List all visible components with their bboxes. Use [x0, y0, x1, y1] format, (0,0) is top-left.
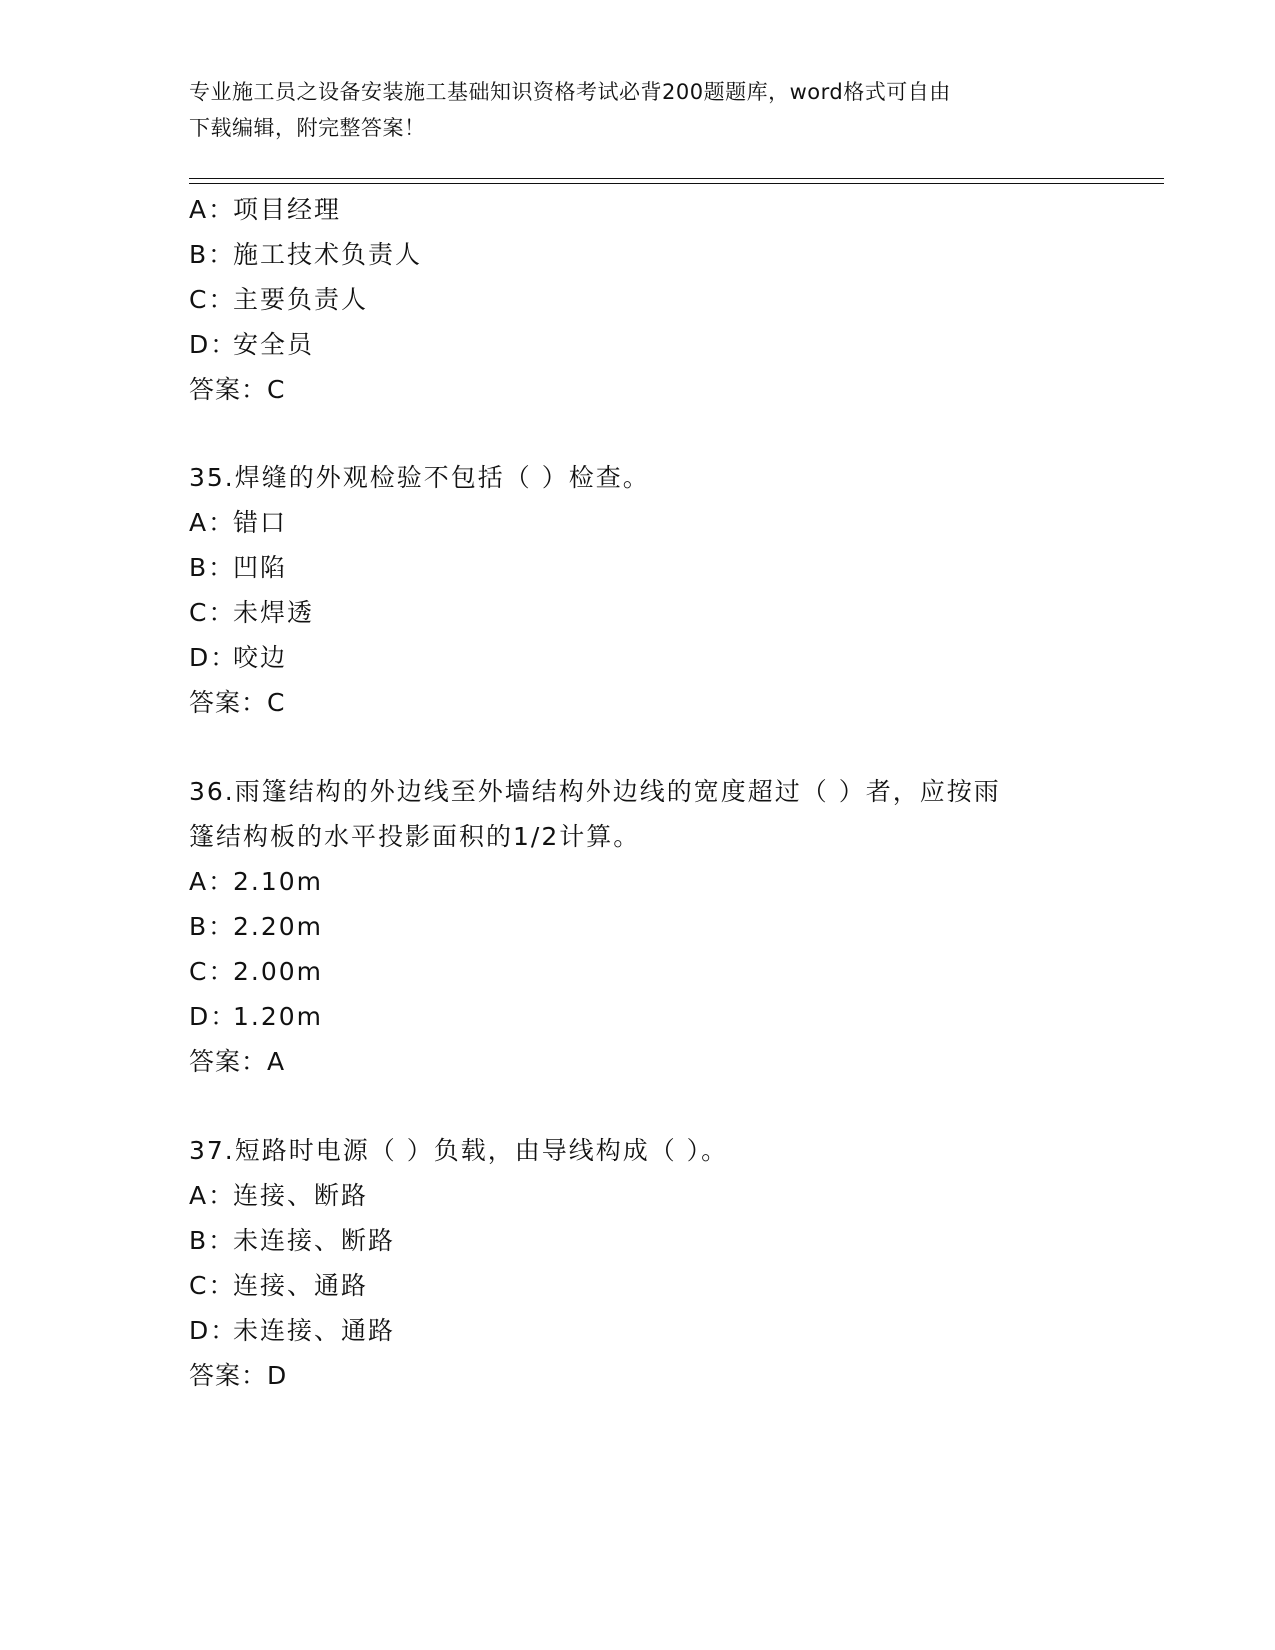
- question-34-option-a: [189, 190, 341, 226]
- question-36-option-d: [189, 997, 323, 1033]
- option-label: D：: [189, 1002, 238, 1031]
- option-text: 1.20m: [233, 1002, 324, 1031]
- question-34-option-d: [189, 325, 314, 361]
- header-line-2: 下载编辑，附完整答案！: [189, 116, 426, 140]
- option-label: D：: [189, 1316, 238, 1345]
- question-35-option-c: [189, 593, 314, 629]
- question-36-stem-line-1: 36.雨篷结构的外边线至外墙结构外边线的宽度超过（ ）者，应按雨: [189, 777, 1001, 806]
- header-divider-bottom: [189, 183, 1164, 184]
- option-text: 未连接、断路: [233, 1226, 396, 1255]
- header-line-1: 专业施工员之设备安装施工基础知识资格考试必背200题题库，word格式可自由: [189, 80, 951, 104]
- option-label: C：: [189, 1271, 236, 1300]
- option-label: A：: [189, 195, 236, 224]
- option-text: 咬边: [233, 643, 288, 672]
- option-label: D：: [189, 643, 238, 672]
- option-label: B：: [189, 553, 236, 582]
- option-label: A：: [189, 867, 236, 896]
- question-36-answer: 答案：A: [189, 1047, 286, 1076]
- option-label: C：: [189, 598, 236, 627]
- option-text: 施工技术负责人: [233, 240, 423, 269]
- question-35-option-b: [189, 548, 287, 584]
- option-text: 项目经理: [233, 195, 342, 224]
- question-34-answer: 答案：C: [189, 375, 286, 404]
- question-37-option-b: [189, 1221, 395, 1257]
- question-37-option-d: [189, 1311, 395, 1347]
- question-35-option-d: [189, 638, 287, 674]
- question-37-option-a: [189, 1176, 368, 1212]
- option-text: 凹陷: [233, 553, 288, 582]
- question-36-stem-line-2: 篷结构板的水平投影面积的1/2计算。: [189, 822, 641, 851]
- header-divider-top: [189, 178, 1164, 179]
- option-text: 未焊透: [233, 598, 315, 627]
- option-text: 连接、断路: [233, 1181, 369, 1210]
- option-label: A：: [189, 508, 236, 537]
- question-34-option-b: [189, 235, 422, 271]
- option-text: 连接、通路: [233, 1271, 369, 1300]
- question-37-stem: 37.短路时电源（ ）负载，由导线构成（ ）。: [189, 1136, 729, 1165]
- option-text: 2.10m: [233, 867, 324, 896]
- option-text: 2.20m: [233, 912, 324, 941]
- option-text: 安全员: [233, 330, 315, 359]
- option-text: 未连接、通路: [233, 1316, 396, 1345]
- option-label: A：: [189, 1181, 236, 1210]
- option-label: B：: [189, 1226, 236, 1255]
- option-label: B：: [189, 912, 236, 941]
- question-36-option-c: [189, 952, 323, 988]
- question-36-option-b: [189, 907, 323, 943]
- option-text: 2.00m: [233, 957, 324, 986]
- option-text: 主要负责人: [233, 285, 369, 314]
- question-35-stem: 35.焊缝的外观检验不包括（ ）检查。: [189, 463, 650, 492]
- question-37-answer: 答案：D: [189, 1361, 288, 1390]
- option-label: C：: [189, 285, 236, 314]
- question-36-option-a: [189, 862, 323, 898]
- option-label: D：: [189, 330, 238, 359]
- question-34-option-c: [189, 280, 368, 316]
- question-37-option-c: [189, 1266, 368, 1302]
- question-35-option-a: [189, 503, 287, 539]
- question-35-answer: 答案：C: [189, 688, 286, 717]
- option-label: C：: [189, 957, 236, 986]
- option-text: 错口: [233, 508, 288, 537]
- option-label: B：: [189, 240, 236, 269]
- document-header: [189, 74, 1069, 146]
